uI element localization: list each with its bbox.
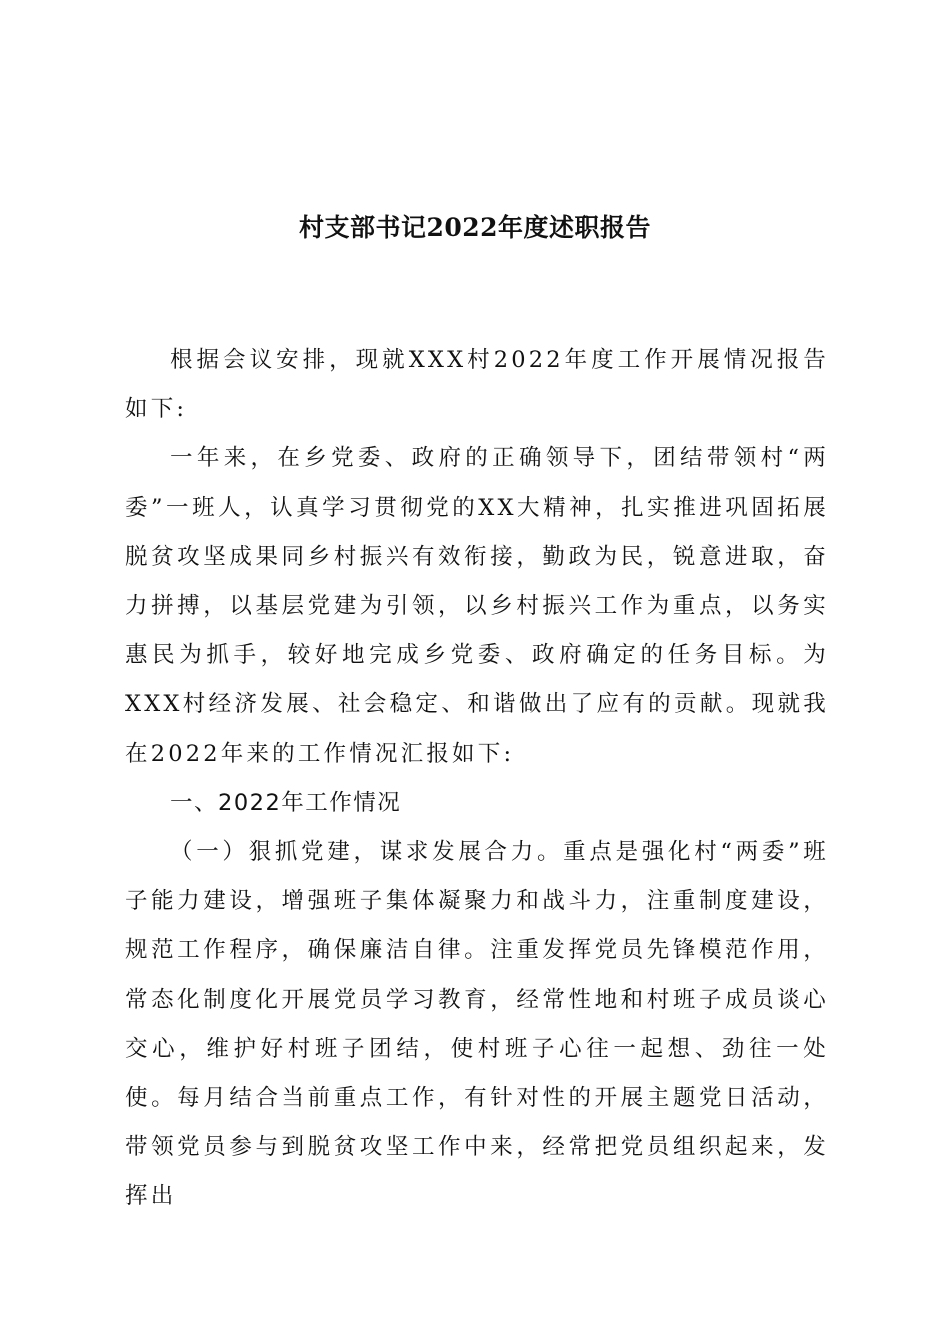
intro-paragraph: 根据会议安排，现就XXX村2022年度工作开展情况报告如下: (125, 347, 829, 423)
section-paragraph: （一）狠抓党建，谋求发展合力。重点是强化村“两委”班子能力建设，增强班子集体凝聚力和战斗力，注重制度建设，规范工作程序，确保廉洁自律。注重发挥党员先锋模范作用，常态化制度化开展党员学习教育，经常性地和村班子成员谈心交心，维护好村班子团结，使村班子心往一起想、劲往一处使。每月结合当前重点工作，有针对性的开展主题党日活动，带领党员参与到脱贫攻坚工作中来，经常把党员组织起来，发挥出 (125, 839, 829, 1210)
document-title: 村支部书记2022年度述职报告 (298, 213, 652, 242)
summary-paragraph: 一年来，在乡党委、政府的正确领导下，团结带领村“两委”一班人，认真学习贯彻党的XX大精神，扎实推进巩固拓展脱贫攻坚成果同乡村振兴有效衔接，勤政为民，锐意进取，奋力拼搏，以基层党建为引领，以乡村振兴工作为重点，以务实惠民为抓手，较好地完成乡党委、政府确定的任务目标。为XXX村经济发展、社会稳定、和谐做出了应有的贡献。现就我在2022年来的工作情况汇报如下: (125, 445, 829, 767)
section-heading: 一、2022年工作情况 (170, 789, 402, 816)
document-body (125, 336, 829, 1222)
